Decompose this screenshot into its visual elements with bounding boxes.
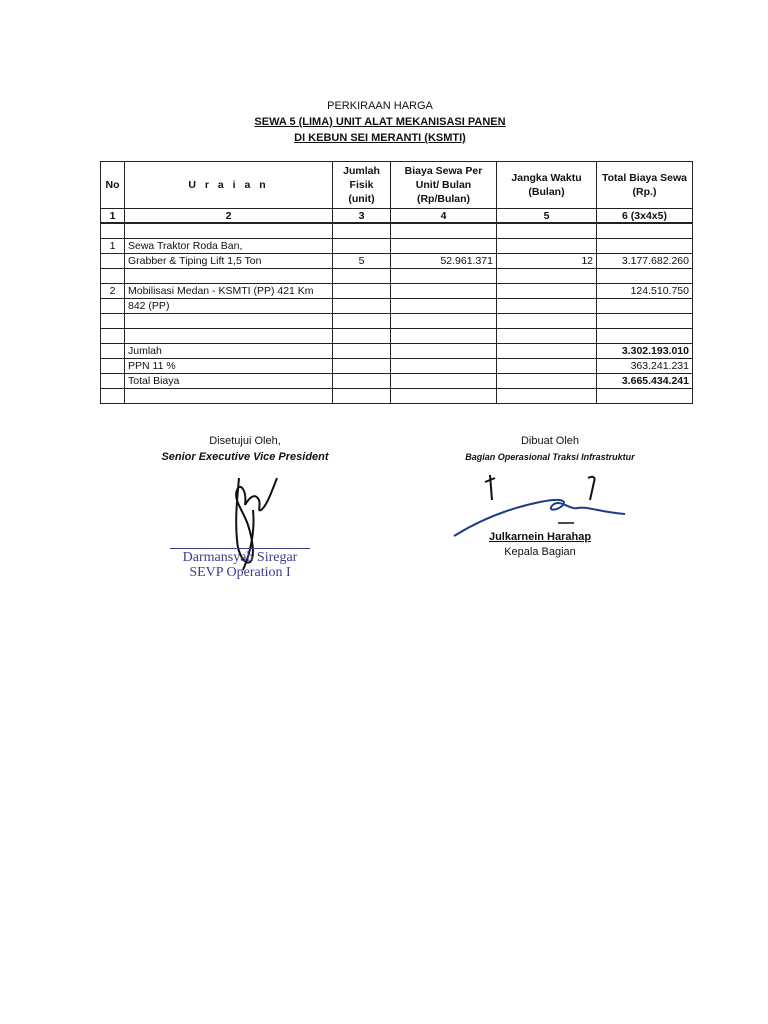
stamp-title: SEVP Operation I	[189, 565, 291, 580]
header-biaya-line-2: Unit/ Bulan	[415, 179, 472, 191]
header-uraian: U r a i a n	[125, 162, 333, 209]
summary-row-total	[101, 374, 693, 389]
item-uraian: Grabber & Tiping Lift 1,5 Ton	[125, 254, 333, 269]
price-estimate-table	[100, 161, 693, 404]
header-jumlah-line-3: (unit)	[348, 193, 375, 205]
col-number: 1	[101, 209, 125, 224]
table-row	[101, 223, 693, 239]
title-line-2: SEWA 5 (LIMA) UNIT ALAT MEKANISASI PANEN	[254, 116, 506, 128]
summary-value: 363.241.231	[597, 359, 693, 374]
header-jumlah-line-2: Fisik	[349, 179, 374, 191]
summary-row-ppn	[101, 359, 693, 374]
preparer-name: Julkarnein Harahap	[488, 531, 592, 543]
column-number-row	[101, 209, 693, 224]
header-no: No	[101, 162, 125, 209]
summary-label: Jumlah	[125, 344, 333, 359]
table-row	[101, 314, 693, 329]
item-jumlah: 5	[333, 254, 391, 269]
table-row	[101, 284, 693, 299]
item-no: 1	[101, 239, 125, 254]
header-total-line-2: (Rp.)	[632, 186, 657, 198]
col-number: 4	[391, 209, 497, 224]
title-line-3: DI KEBUN SEI MERANTI (KSMTI)	[294, 132, 466, 144]
title-line-1: PERKIRAAN HARGA	[327, 100, 433, 112]
table-row	[101, 299, 693, 314]
summary-row-jumlah	[101, 344, 693, 359]
approval-role: Senior Executive Vice President	[161, 451, 329, 463]
summary-value: 3.665.434.241	[597, 374, 693, 389]
header-biaya	[391, 162, 497, 209]
header-jumlah	[333, 162, 391, 209]
col-number: 6 (3x4x5)	[597, 209, 693, 224]
stamp-divider	[170, 548, 310, 549]
preparer-signer	[475, 530, 605, 560]
item-no: 2	[101, 284, 125, 299]
col-number: 5	[497, 209, 597, 224]
item-jangka: 12	[497, 254, 597, 269]
prepared-caption: Dibuat Oleh	[520, 435, 580, 447]
col-number: 2	[125, 209, 333, 224]
summary-value: 3.302.193.010	[597, 344, 693, 359]
item-uraian: Sewa Traktor Roda Ban,	[125, 239, 333, 254]
summary-label: PPN 11 %	[125, 359, 333, 374]
table-row	[101, 389, 693, 404]
header-biaya-line-1: Biaya Sewa Per	[404, 165, 483, 177]
preparer-title: Kepala Bagian	[504, 546, 576, 558]
header-total	[597, 162, 693, 209]
stamp-name: Darmansyah Siregar	[182, 550, 298, 565]
prepared-role: Bagian Operasional Traksi Infrastruktur	[465, 452, 635, 462]
header-total-line-1: Total Biaya Sewa	[601, 172, 687, 184]
document-title	[180, 98, 580, 146]
header-biaya-line-3: (Rp/Bulan)	[416, 193, 471, 205]
item-uraian: 842 (PP)	[125, 299, 333, 314]
approval-caption: Disetujui Oleh,	[209, 435, 281, 447]
table-row	[101, 254, 693, 269]
item-biaya: 52.961.371	[391, 254, 497, 269]
item-uraian: Mobilisasi Medan - KSMTI (PP) 421 Km	[125, 284, 333, 299]
table-row	[101, 269, 693, 284]
col-number: 3	[333, 209, 391, 224]
item-total: 3.177.682.260	[597, 254, 693, 269]
approval-block	[150, 433, 340, 465]
table-header-row	[101, 162, 693, 209]
table-row	[101, 329, 693, 344]
header-jangka-line-1: Jangka Waktu	[511, 172, 582, 184]
item-total: 124.510.750	[597, 284, 693, 299]
prepared-by-block	[435, 433, 665, 465]
header-jangka-line-2: (Bulan)	[528, 186, 565, 198]
approver-stamp	[170, 548, 310, 580]
header-jumlah-line-1: Jumlah	[343, 165, 380, 177]
table-row	[101, 239, 693, 254]
header-jangka	[497, 162, 597, 209]
summary-label: Total Biaya	[125, 374, 333, 389]
